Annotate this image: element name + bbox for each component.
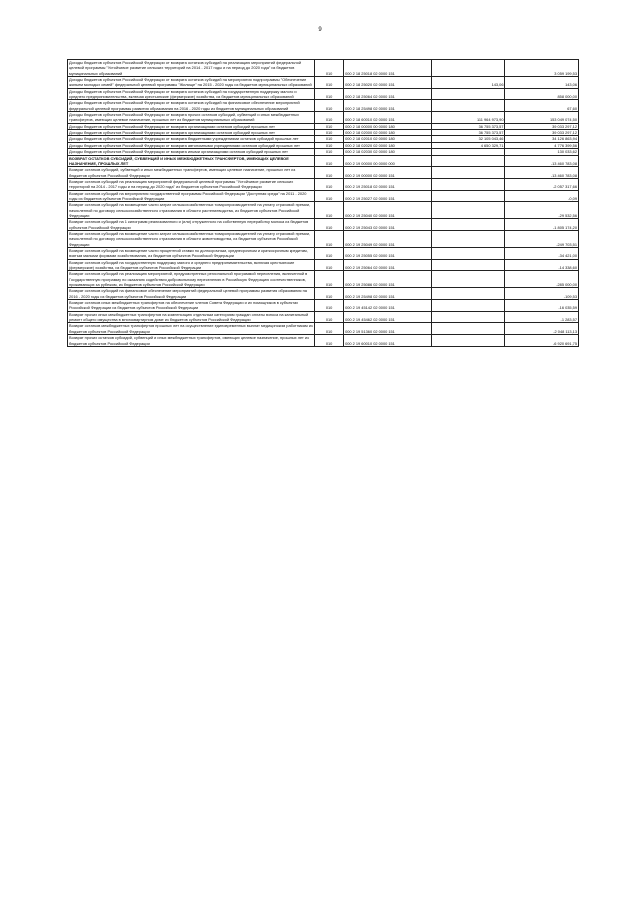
- row-budget-classification-code: 000 2 18 02020 02 0000 180: [344, 142, 432, 148]
- row-executed-amount: -109,53: [505, 288, 579, 300]
- table-row: [68, 271, 579, 288]
- table-row: [68, 77, 579, 89]
- row-line-code: 010: [315, 178, 344, 190]
- row-budget-classification-code: 000 2 18 02010 02 0000 180: [344, 136, 432, 142]
- row-approved-amount: [432, 259, 505, 271]
- row-approved-amount: [432, 311, 505, 323]
- row-budget-classification-code: 000 2 18 25018 02 0000 151: [344, 60, 432, 77]
- budget-revenue-table: [67, 59, 579, 347]
- row-approved-amount: [432, 230, 505, 247]
- row-budget-classification-code: 000 2 18 00000 00 0000 180: [344, 123, 432, 129]
- row-executed-amount: -13 460 783,08: [505, 155, 579, 167]
- row-description: Возврат остатков субсидий на финансовое обеспечение мероприятий федеральной целевой программы развития образования на 2016 - 2020 годы из бюджетов субъектов Российской Федерации: [68, 288, 315, 300]
- row-executed-amount: -13 460 783,08: [505, 167, 579, 179]
- table-row: [68, 288, 579, 300]
- table-row: [68, 190, 579, 202]
- row-budget-classification-code: 000 2 19 00000 02 0000 151: [344, 167, 432, 179]
- row-approved-amount: [432, 335, 505, 347]
- table-row: [68, 323, 579, 335]
- row-approved-amount: [432, 219, 505, 231]
- row-approved-amount: 36 755 373,57: [432, 130, 505, 136]
- row-line-code: 010: [315, 335, 344, 347]
- table-row: [68, 60, 579, 77]
- row-budget-classification-code: 000 2 19 45462 02 0000 151: [344, 311, 432, 323]
- row-line-code: 010: [315, 149, 344, 155]
- row-budget-classification-code: 000 2 19 25049 02 0000 151: [344, 230, 432, 247]
- row-budget-classification-code: 000 2 18 02000 02 0000 180: [344, 130, 432, 136]
- table-row: [68, 112, 579, 124]
- row-budget-classification-code: 000 2 19 25498 02 0000 151: [344, 288, 432, 300]
- page-number: 9: [318, 27, 322, 33]
- table-row: [68, 202, 579, 219]
- row-description: Доходы бюджетов субъектов Российской Федерации от возврата бюджетными учреждениями остатков субсидий прошлых лет: [68, 136, 315, 142]
- row-approved-amount: 4 650 329,71: [432, 142, 505, 148]
- row-description: Возврат остатков субсидий на возмещение части затрат сельскохозяйственных товаропроизводителей на уплату страховой премии, начисленной по договору сельскохозяйственного страхования в области растениеводства, из бюджетов субъектов Российской Федерации: [68, 202, 315, 219]
- row-description: Возврат остатков субсидий на мероприятия государственной программы Российской Федерации "Доступная среда" на 2011 - 2020 годы из бюджетов субъектов Российской Федерации: [68, 190, 315, 202]
- row-line-code: 010: [315, 202, 344, 219]
- row-description: Доходы бюджетов субъектов Российской Федерации от возврата организациями остатков субсидий прошлых лет: [68, 123, 315, 129]
- row-approved-amount: [432, 288, 505, 300]
- row-executed-amount: -14 338,60: [505, 259, 579, 271]
- row-line-code: 010: [315, 100, 344, 112]
- row-budget-classification-code: 000 2 18 25498 02 0000 151: [344, 100, 432, 112]
- row-approved-amount: [432, 60, 505, 77]
- row-approved-amount: [432, 248, 505, 260]
- row-approved-amount: [432, 271, 505, 288]
- row-executed-amount: 39 033 297,12: [505, 130, 579, 136]
- row-description: Возврат остатков субсидий на возмещение части процентной ставки по долгосрочным, среднесрочным и краткосрочным кредитам, взятым малыми формами хозяйствования, из бюджетов субъектов Российской Федерации: [68, 248, 315, 260]
- row-description: Возврат остатков субсидий, субвенций и иных межбюджетных трансфертов, имеющих целевое назначение, прошлых лет из бюджетов субъектов Российской Федерации: [68, 167, 315, 179]
- row-line-code: 010: [315, 88, 344, 100]
- row-description: Доходы бюджетов субъектов Российской Федерации от возврата прочих остатков субсидий, субвенций и иных межбюджетных трансфертов, имеющих целевое назначение, прошлых лет из бюджетов муниципальных образований: [68, 112, 315, 124]
- row-line-code: 010: [315, 130, 344, 136]
- row-budget-classification-code: 000 2 19 51360 02 0000 151: [344, 323, 432, 335]
- row-approved-amount: 36 755 373,57: [432, 123, 505, 129]
- row-line-code: 010: [315, 123, 344, 129]
- row-executed-amount: 3 059 199,53: [505, 60, 579, 77]
- row-line-code: 010: [315, 288, 344, 300]
- row-executed-amount: 67,60: [505, 100, 579, 112]
- row-description: Доходы бюджетов субъектов Российской Федерации от возврата остатков субсидий на мероприятия подпрограммы "Обеспечение жильем молодых семей" федеральной целевой программы "Жилище" на 2015 - 2020 годы из бюджетов муниципальных образований: [68, 77, 315, 89]
- table-row: [68, 155, 579, 167]
- row-executed-amount: -6 920 691,75: [505, 335, 579, 347]
- row-executed-amount: -1 283,57: [505, 311, 579, 323]
- row-line-code: 010: [315, 259, 344, 271]
- row-budget-classification-code: 000 2 19 25055 02 0000 151: [344, 248, 432, 260]
- row-budget-classification-code: 000 2 18 25064 02 0000 151: [344, 88, 432, 100]
- row-line-code: 010: [315, 248, 344, 260]
- row-approved-amount: [432, 100, 505, 112]
- row-description: Возврат остатков субсидий на возмещение части затрат сельскохозяйственных товаропроизводителей на уплату страховой премии, начисленной по договору сельскохозяйственного страхования в области животноводства, из бюджетов субъектов Российской Федерации: [68, 230, 315, 247]
- row-executed-amount: -249 703,51: [505, 230, 579, 247]
- row-description: Доходы бюджетов субъектов Российской Федерации от возврата остатков субсидий на реализацию мероприятий федеральной целевой программы "Устойчивое развитие сельских территорий на 2014 - 2017 годы и на период до 2020 года" из бюджетов муниципальных образований: [68, 60, 315, 77]
- table-row: [68, 259, 579, 271]
- table-row: [68, 300, 579, 312]
- table-row: [68, 311, 579, 323]
- table-row: [68, 248, 579, 260]
- row-description: Возврат остатков межбюджетных трансфертов прошлых лет на осуществление единовременных выплат медицинским работникам из бюджетов субъектов Российской Федерации: [69, 323, 313, 334]
- row-budget-classification-code: 000 2 18 25020 02 0000 151: [344, 77, 432, 89]
- row-budget-classification-code: 000 2 19 25064 02 0000 151: [344, 259, 432, 271]
- row-executed-amount: 858 000,00: [505, 88, 579, 100]
- row-description: Доходы бюджетов субъектов Российской Федерации от возврата остатков субсидий на государственную поддержку малого и среднего предпринимательства, включая крестьянские (фермерские) хозяйства, из бюджетов муниципальных образований: [68, 88, 315, 100]
- row-budget-classification-code: 000 2 19 00000 00 0000 000: [344, 155, 432, 167]
- row-line-code: 010: [315, 136, 344, 142]
- row-budget-classification-code: 000 2 19 25027 02 0000 151: [344, 190, 432, 202]
- row-budget-classification-code: 000 2 19 25043 02 0000 151: [344, 219, 432, 231]
- row-executed-amount: -29 532,56: [505, 202, 579, 219]
- row-line-code: 010: [315, 60, 344, 77]
- row-line-code: 010: [315, 190, 344, 202]
- row-approved-amount: [432, 167, 505, 179]
- row-budget-classification-code: 000 2 18 60010 02 0000 151: [344, 112, 432, 124]
- table-row: [68, 230, 579, 247]
- row-approved-amount: [432, 155, 505, 167]
- row-budget-classification-code: 000 2 19 60010 02 0000 151: [344, 335, 432, 347]
- row-budget-classification-code: 000 2 19 25040 02 0000 151: [344, 202, 432, 219]
- row-line-code: 010: [315, 142, 344, 148]
- row-budget-classification-code: 000 2 19 25086 02 0000 151: [344, 271, 432, 288]
- row-description: Доходы бюджетов субъектов Российской Федерации от возврата организациями остатков субсидий прошлых лет: [68, 130, 315, 136]
- row-approved-amount: 32 105 043,46: [432, 136, 505, 142]
- row-line-code: 010: [315, 219, 344, 231]
- row-executed-amount: 34 126 863,94: [505, 136, 579, 142]
- row-approved-amount: [432, 300, 505, 312]
- row-executed-amount: -2 057 317,66: [505, 178, 579, 190]
- row-description: Доходы бюджетов субъектов Российской Федерации от возврата иными организациями остатков субсидий прошлых лет: [68, 149, 315, 155]
- row-line-code: 010: [315, 323, 344, 335]
- row-line-code: 010: [315, 311, 344, 323]
- row-approved-amount: [432, 88, 505, 100]
- row-line-code: 010: [315, 300, 344, 312]
- row-approved-amount: [432, 323, 505, 335]
- row-description: Возврат прочих остатков субсидий, субвенций и иных межбюджетных трансфертов, имеющих целевое назначение, прошлых лет из бюджетов субъектов Российской Федерации: [68, 335, 315, 347]
- row-approved-amount: [432, 178, 505, 190]
- row-line-code: 010: [315, 155, 344, 167]
- row-executed-amount: -2 048 113,13: [505, 323, 579, 335]
- row-executed-amount: 143,06: [505, 77, 579, 89]
- row-line-code: 010: [315, 112, 344, 124]
- table-row: [68, 167, 579, 179]
- table-row: [68, 100, 579, 112]
- row-line-code: 010: [315, 167, 344, 179]
- row-approved-amount: 111 964 973,90: [432, 112, 505, 124]
- row-line-code: 010: [315, 271, 344, 288]
- row-budget-classification-code: 000 2 19 25018 02 0000 151: [344, 178, 432, 190]
- row-executed-amount: -16 035,59: [505, 300, 579, 312]
- row-description: Возврат остатков субсидий на реализацию мероприятий федеральной целевой программы "Устойчивое развитие сельских территорий на 2014 - 2017 годы и на период до 2020 года" из бюджетов субъектов Российской Федерации: [68, 178, 315, 190]
- row-executed-amount: 4 776 399,56: [505, 142, 579, 148]
- row-executed-amount: -0,09: [505, 190, 579, 202]
- row-executed-amount: -34 421,00: [505, 248, 579, 260]
- row-budget-classification-code: 000 2 19 45142 02 0000 151: [344, 300, 432, 312]
- row-line-code: 010: [315, 230, 344, 247]
- row-line-code: 010: [315, 77, 344, 89]
- row-executed-amount: 39 033 297,12: [505, 123, 579, 129]
- row-description: Возврат остатков субсидий на реализацию мероприятий, предусмотренных региональной программой переселения, включенной в Государственную программу по оказанию содействия добровольному переселению в Российскую Федерацию соотечественников, проживающих за рубежом, из бюджетов субъектов Российской Федерации: [68, 271, 315, 288]
- table-row: [68, 219, 579, 231]
- row-approved-amount: 143,06: [432, 77, 505, 89]
- row-executed-amount: 153 049 074,50: [505, 112, 579, 124]
- row-description: Возврат остатков субсидий на 1 килограмм реализованного и (или) отгруженного на собственную переработку молока из бюджетов субъектов Российской Федерации: [68, 219, 315, 231]
- row-executed-amount: -285 000,00: [505, 271, 579, 288]
- row-approved-amount: [432, 202, 505, 219]
- row-description: Возврат прочих иных межбюджетных трансфертов на компенсацию отдельным категориям граждан оплаты взноса на капитальный ремонт общего имущества в многоквартирном доме из бюджетов субъектов Российской Федерации: [68, 311, 315, 323]
- row-executed-amount: -1 805 174,20: [505, 219, 579, 231]
- row-description: Возврат остатков субсидий на государственную поддержку малого и среднего предпринимательства, включая крестьянские (фермерские) хозяйства, из бюджетов субъектов Российской Федерации: [68, 259, 315, 271]
- row-budget-classification-code: 000 2 18 02030 02 0000 180: [344, 149, 432, 155]
- row-executed-amount: 130 033,62: [505, 149, 579, 155]
- table-row: [68, 178, 579, 190]
- row-approved-amount: [432, 190, 505, 202]
- table-row: [68, 335, 579, 347]
- row-description: ВОЗВРАТ ОСТАТКОВ СУБСИДИЙ, СУБВЕНЦИЙ И ИНЫХ МЕЖБЮДЖЕТНЫХ ТРАНСФЕРТОВ, ИМЕЮЩИХ ЦЕЛЕВОЕ НАЗНАЧЕНИЕ, ПРОШЛЫХ ЛЕТ: [68, 155, 315, 167]
- row-description: Доходы бюджетов субъектов Российской Федерации от возврата остатков субсидий на финансовое обеспечение мероприятий федеральной целевой программы развития образования на 2016 - 2020 годы из бюджетов муниципальных образований: [68, 100, 315, 112]
- row-description: Возврат остатков иных межбюджетных трансфертов на обеспечение членов Совета Федерации и их помощников в субъектах Российской Федерации из бюджетов субъектов Российской Федерации: [68, 300, 315, 312]
- row-description: Доходы бюджетов субъектов Российской Федерации от возврата автономными учреждениями остатков субсидий прошлых лет: [68, 142, 315, 148]
- table-row: [68, 88, 579, 100]
